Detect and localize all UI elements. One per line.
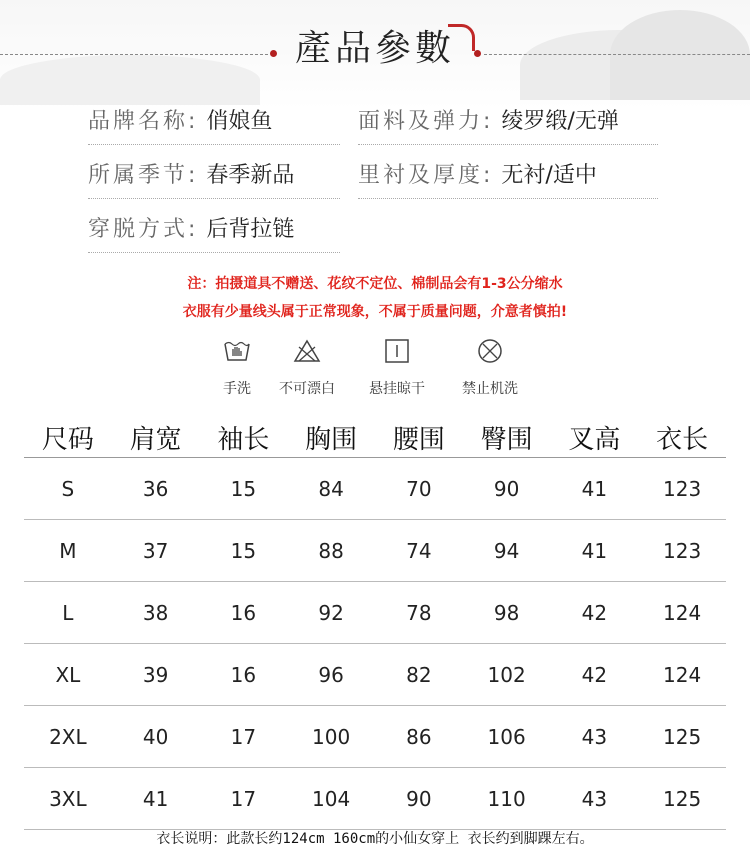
header-length: 衣长	[638, 418, 726, 458]
table-cell: 38	[112, 582, 200, 644]
table-row	[24, 768, 726, 830]
table-cell: 78	[375, 582, 463, 644]
table-cell: 17	[200, 768, 288, 830]
hand-wash-icon	[222, 338, 252, 364]
param-value: 后背拉链	[206, 217, 295, 242]
param-fabric	[358, 104, 658, 145]
size-table	[24, 418, 726, 830]
param-value: 无衬/适中	[501, 163, 597, 188]
table-cell: XL	[24, 644, 112, 706]
table-cell: 123	[638, 458, 726, 520]
param-brand	[88, 104, 340, 145]
table-cell: L	[24, 582, 112, 644]
header-sleeve: 袖长	[200, 418, 288, 458]
table-cell: 74	[375, 520, 463, 582]
table-cell: 15	[200, 520, 288, 582]
table-cell: 36	[112, 458, 200, 520]
care-item-no-machine-wash	[445, 338, 535, 398]
table-cell: 124	[638, 644, 726, 706]
table-cell: 125	[638, 706, 726, 768]
table-row	[24, 458, 726, 520]
table-cell: 15	[200, 458, 288, 520]
notice-line-1: 注：拍摄道具不赠送、花纹不定位、棉制品会有1-3公分缩水	[187, 276, 563, 292]
table-row	[24, 582, 726, 644]
table-cell: 70	[375, 458, 463, 520]
table-cell: 96	[287, 644, 375, 706]
care-label: 不可漂白	[279, 381, 335, 397]
table-cell: 17	[200, 706, 288, 768]
table-cell: 37	[112, 520, 200, 582]
table-cell: 100	[287, 706, 375, 768]
table-cell: 90	[463, 458, 551, 520]
table-cell: 42	[551, 582, 639, 644]
table-cell: 2XL	[24, 706, 112, 768]
table-row	[24, 644, 726, 706]
table-row	[24, 520, 726, 582]
param-key: 品牌名称:	[88, 109, 199, 134]
care-label: 悬挂晾干	[369, 381, 425, 397]
table-cell: 104	[287, 768, 375, 830]
header-bust: 胸围	[287, 418, 375, 458]
no-bleach-icon	[292, 338, 322, 364]
table-cell: M	[24, 520, 112, 582]
table-cell: 92	[287, 582, 375, 644]
hang-dry-icon	[382, 338, 412, 364]
table-row	[24, 706, 726, 768]
header-shoulder: 肩宽	[112, 418, 200, 458]
table-cell: 106	[463, 706, 551, 768]
header-slit: 叉高	[551, 418, 639, 458]
title-divider-right	[484, 54, 750, 55]
table-cell: 88	[287, 520, 375, 582]
care-label: 手洗	[223, 381, 251, 397]
param-value: 春季新品	[206, 163, 295, 188]
table-cell: 41	[551, 458, 639, 520]
table-cell: 90	[375, 768, 463, 830]
title-dot-right	[474, 50, 481, 57]
table-cell: 40	[112, 706, 200, 768]
table-cell: 84	[287, 458, 375, 520]
table-cell: 82	[375, 644, 463, 706]
table-cell: 43	[551, 768, 639, 830]
table-cell: 94	[463, 520, 551, 582]
param-value: 俏娘鱼	[206, 109, 273, 134]
table-cell: 110	[463, 768, 551, 830]
table-cell: 123	[638, 520, 726, 582]
table-cell: 43	[551, 706, 639, 768]
table-cell: 102	[463, 644, 551, 706]
notice-line-2: 衣服有少量线头属于正常现象，不属于质量问题，介意者慎拍!	[182, 304, 568, 320]
table-cell: 16	[200, 644, 288, 706]
table-cell: S	[24, 458, 112, 520]
table-cell: 3XL	[24, 768, 112, 830]
param-closure	[88, 212, 340, 253]
page-title: 產品參數	[294, 28, 455, 69]
no-machine-wash-icon	[475, 338, 505, 364]
title-block	[0, 10, 750, 80]
table-cell: 124	[638, 582, 726, 644]
table-cell: 39	[112, 644, 200, 706]
table-cell: 125	[638, 768, 726, 830]
param-season	[88, 158, 340, 199]
table-cell: 16	[200, 582, 288, 644]
param-key: 穿脱方式:	[88, 217, 199, 242]
header-waist: 腰围	[375, 418, 463, 458]
param-key: 里衬及厚度:	[358, 163, 494, 188]
table-cell: 41	[112, 768, 200, 830]
care-item-hang-dry	[352, 338, 442, 398]
care-label: 禁止机洗	[462, 381, 518, 397]
header-hip: 臀围	[463, 418, 551, 458]
header-size: 尺码	[24, 418, 112, 458]
table-cell: 98	[463, 582, 551, 644]
table-cell: 86	[375, 706, 463, 768]
brush-accent-icon	[448, 24, 475, 51]
length-note: 衣长说明：此款长约124cm 160cm的小仙女穿上 衣长约到脚踝左右。	[156, 831, 594, 847]
param-lining	[358, 158, 658, 199]
care-item-no-bleach	[262, 338, 352, 398]
param-value: 绫罗缎/无弹	[501, 109, 619, 134]
table-cell: 41	[551, 520, 639, 582]
table-cell: 42	[551, 644, 639, 706]
param-key: 所属季节:	[88, 163, 199, 188]
param-key: 面料及弹力:	[358, 109, 494, 134]
table-header-row	[24, 418, 726, 458]
